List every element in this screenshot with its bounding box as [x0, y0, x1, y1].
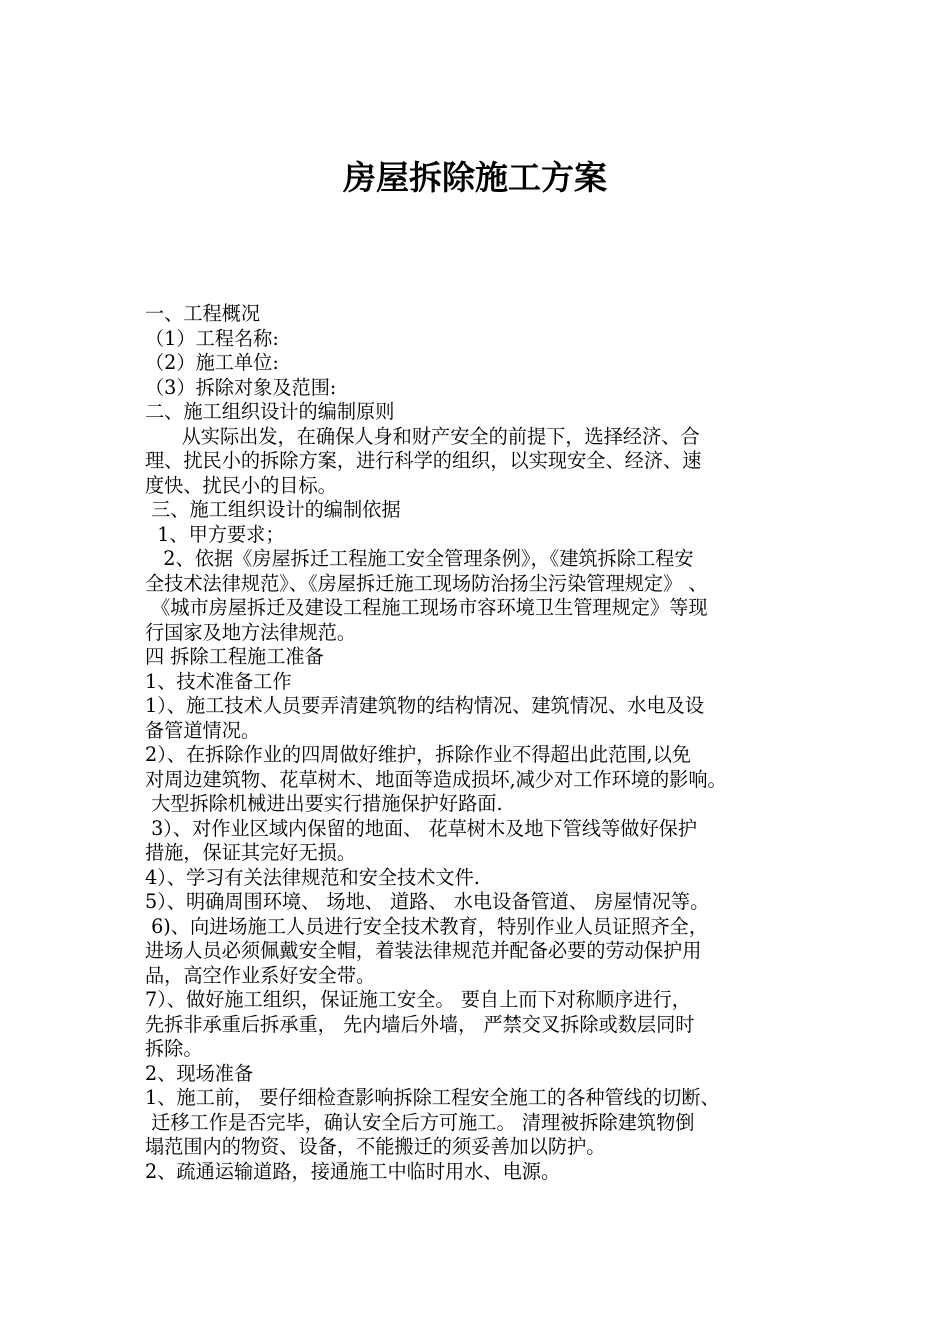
heading-design-principles: 二、施工组织设计的编制原则 [145, 400, 395, 423]
heading-project-overview: 一、工程概况 [145, 302, 261, 325]
paragraph-line: 措施，保证其完好无损。 [145, 841, 357, 864]
paragraph-line: 品，高空作业系好安全带。 [145, 963, 376, 987]
paragraph-line: 2、疏通运输道路，接通施工中临时用水、电源。 [145, 1159, 561, 1183]
paragraph-line: 理、扰民小的拆除方案，进行科学的组织，以实现安全、经济、速 [145, 449, 702, 472]
paragraph-line: 备管道情况。 [145, 718, 261, 742]
paragraph-line: 从实际出发，在确保人身和财产安全的前提下，选择经济、合 [145, 424, 700, 448]
paragraph-line: 塌范围内的物资、设备，不能搬迁的须妥善加以防护。 [145, 1135, 606, 1158]
paragraph-line: 先拆非承重后拆承重， 先内墙后外墙， 严禁交叉拆除或数层同时 [145, 1012, 695, 1036]
paragraph-line: 拆除。 [145, 1037, 203, 1060]
paragraph-line: 6)、向进场施工人员进行安全技术教育，特别作业人员证照齐全， [145, 914, 709, 938]
paragraph-line: 2、依据《房屋拆迁工程施工安全管理条例》，《建筑拆除工程安 [145, 547, 694, 570]
paragraph-line: 1、施工前， 要仔细检查影响拆除工程安全施工的各种管线的切断、 [145, 1086, 720, 1109]
paragraph-line: 4）、学习有关法律规范和安全技术文件. [145, 865, 480, 889]
item-construction-unit: （2）施工单位: [145, 351, 279, 374]
paragraph-line: 7）、做好施工组织，保证施工安全。 要自上而下对称顺序进行， [145, 988, 691, 1011]
paragraph-line: 1、甲方要求； [145, 522, 285, 546]
paragraph-line: 《城市房屋拆迁及建设工程施工现场市容环境卫生管理规定》等现 [145, 596, 708, 619]
paragraph-line: 1）、施工技术人员要弄清建筑物的结构情况、建筑情况、水电及设 [145, 694, 705, 717]
paragraph-line: 全技术法律规范》、《房屋拆迁施工现场防治扬尘污染管理规定》 、 [145, 571, 708, 595]
paragraph-line: 对周边建筑物、花草树木、地面等造成损坏,减少对工作环境的影响。 [145, 767, 727, 791]
item-demolition-scope: （3）拆除对象及范围: [145, 375, 337, 399]
subheading-site-preparation: 2、现场准备 [145, 1061, 254, 1085]
subheading-technical-preparation: 1、技术准备工作 [145, 669, 292, 693]
paragraph-line: 迁移工作是否完毕，确认安全后方可施工。 清理被拆除建筑物倒 [145, 1110, 695, 1134]
document-body [145, 302, 810, 1184]
paragraph-line: 2）、在拆除作业的四周做好维护，拆除作业不得超出此范围,以免 [145, 743, 691, 766]
paragraph-line: 进场人员必须佩戴安全帽，着装法律规范并配备必要的劳动保护用 [145, 939, 702, 962]
document-title: 房屋拆除施工方案 [343, 158, 607, 197]
paragraph-line: 5）、明确周围环境、 场地、 道路、 水电设备管道、 房屋情况等。 [145, 890, 710, 913]
paragraph-line: 行国家及地方法律规范。 [145, 620, 357, 644]
paragraph-line: 3）、对作业区域内保留的地面、 花草树木及地下管线等做好保护 [145, 816, 698, 840]
paragraph-line: 度快、扰民小的目标。 [145, 473, 337, 497]
item-project-name: （1）工程名称: [145, 326, 279, 350]
heading-construction-preparation: 四 拆除工程施工准备 [145, 645, 324, 668]
paragraph-line: 大型拆除机械进出要实行措施保护好路面. [145, 792, 503, 815]
heading-design-basis: 三、施工组织设计的编制依据 [145, 498, 401, 521]
